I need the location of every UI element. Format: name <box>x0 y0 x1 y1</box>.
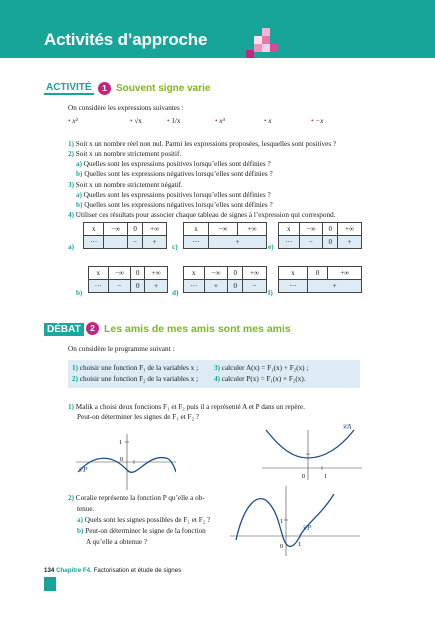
program-step-4: 4) calculer P(x) = F₁(x) × F₂(x). <box>214 375 306 383</box>
axis-label-zero: 0 <box>120 457 123 463</box>
activity-intro: On considère les expressions suivantes : <box>68 104 184 112</box>
page-number: 134 <box>44 567 55 574</box>
question-3: 3) Soit x un nombre strictement négatif. <box>68 181 183 189</box>
program-step-3: 3) calculer A(x) = F₁(x) + F₂(x) ; <box>214 364 309 372</box>
activity-title: Souvent signe varie <box>116 83 211 94</box>
page-title: Activités d’approche <box>44 30 208 49</box>
activity-label: ACTIVITÉ <box>46 82 92 93</box>
decor-square <box>254 36 262 44</box>
debate-question-1-cont: Peut-on déterminer les signes de F₁ et F₂ ? <box>77 413 199 421</box>
curve-label-cp: 𝒞P <box>302 524 312 532</box>
chapter-header <box>0 0 435 58</box>
decor-square <box>262 44 270 52</box>
debate-title: Les amis de mes amis sont mes amis <box>104 323 291 335</box>
table-label: d) <box>172 289 179 297</box>
expression-item: • −x <box>311 117 324 125</box>
table-label: f) <box>268 289 273 297</box>
table-label: a) <box>68 243 74 251</box>
expression-item: • x³ <box>215 117 225 125</box>
program-step-1: 1) choisir une fonction F₁ de la variables x ; <box>72 364 199 372</box>
decor-square <box>262 36 270 44</box>
debate-question-2a: a) Quels sont les signes possibles de F₁ et F₂ ? <box>77 516 211 524</box>
question-1: 1) Soit x un nombre réel non nul. Parmi les expressions proposées, lesquelles sont positives ? <box>68 140 337 148</box>
debate-question-2b: b) Peut-on déterminer le signe de la fonction <box>77 527 206 535</box>
debate-question-2: 2) Coralie représente la fonction P qu’elle a ob- <box>68 494 205 502</box>
table-label: e) <box>268 243 274 251</box>
program-step-2: 2) choisir une fonction F₂ de la variables x ; <box>72 375 199 383</box>
debate-question-2b-cont: A qu’elle a obtenue ? <box>86 538 148 546</box>
axis-label-zero: 0 <box>302 474 305 480</box>
expression-item: • 1/x <box>167 117 181 125</box>
expr-x3: x³ <box>219 117 225 125</box>
debate-number: 2 <box>86 322 99 335</box>
chapter-name: Chapitre F4. <box>56 567 92 574</box>
question-3a: a) Quelles sont les expressions positives lorsqu’elles sont définies ? <box>76 191 271 199</box>
question-2a: a) Quelles sont les expressions positives lorsqu’elles sont définies ? <box>76 160 271 168</box>
expression-item: • x <box>264 117 272 125</box>
graph-cp-2 <box>230 484 360 558</box>
expr-sqrt: √x <box>134 117 142 125</box>
graph-cp-1 <box>76 432 176 492</box>
axis-label-one: 1 <box>324 474 327 480</box>
expr-x2: x² <box>72 117 78 125</box>
curve-label-ca: 𝒞A <box>342 423 352 431</box>
decor-square <box>246 50 254 58</box>
expression-item: • √x <box>130 117 142 125</box>
decor-square <box>262 28 270 36</box>
graph-ca <box>262 420 362 482</box>
table-label: b) <box>76 289 83 297</box>
axis-label-one: 1 <box>119 440 122 446</box>
decor-square <box>270 44 278 52</box>
debate-intro: On considère le programme suivant : <box>68 345 175 353</box>
expr-x: x <box>268 117 272 125</box>
page-footer <box>44 567 181 574</box>
sign-table-d: x −∞ 0 +∞ ··· + 0 − <box>183 266 267 293</box>
question-3b: b) Quelles sont les expressions négatives lorsqu’elles sont définies ? <box>76 201 273 209</box>
sign-table-b: x −∞ 0 +∞ ··· − 0 + <box>88 266 168 293</box>
axis-label-one: 1 <box>280 519 283 525</box>
activity-number: 1 <box>98 82 111 95</box>
question-2b: b) Quelles sont les expressions négatives lorsqu’elles sont définies ? <box>76 170 273 178</box>
debate-question-2-cont: tenue. <box>77 505 95 513</box>
curve-label-cp: 𝒞P <box>78 466 88 474</box>
question-4: 4) Utiliser ces résultats pour associer chaque tableau de signes à l’expression qui correspond. <box>68 211 336 219</box>
footer-square <box>44 577 56 591</box>
sign-table-e: x −∞ 0 +∞ ··· − 0 + <box>278 222 362 249</box>
debate-question-1: 1) Malik a choisi deux fonctions F₁ et F₂ puis il a représenté A et P dans un repère. <box>68 403 305 411</box>
sign-table-a: x −∞ 0 +∞ ··· − + <box>83 222 167 249</box>
expr-inv: 1/x <box>171 117 181 125</box>
decor-square <box>254 44 262 52</box>
sign-table-c: x −∞ +∞ ··· + <box>183 222 267 249</box>
expression-item: • x² <box>68 117 78 125</box>
axis-label-zero: 0 <box>280 544 283 550</box>
sign-table-f: x 0 +∞ ··· + <box>278 266 362 293</box>
axis-label-one: 1 <box>298 542 301 548</box>
chapter-subtitle: Factorisation et étude de signes <box>93 567 182 574</box>
question-2: 2) Soit x un nombre strictement positif. <box>68 150 182 158</box>
expr-minus-x: −x <box>315 117 324 125</box>
table-label: c) <box>172 243 178 251</box>
debate-label: DÉBAT <box>44 323 84 336</box>
